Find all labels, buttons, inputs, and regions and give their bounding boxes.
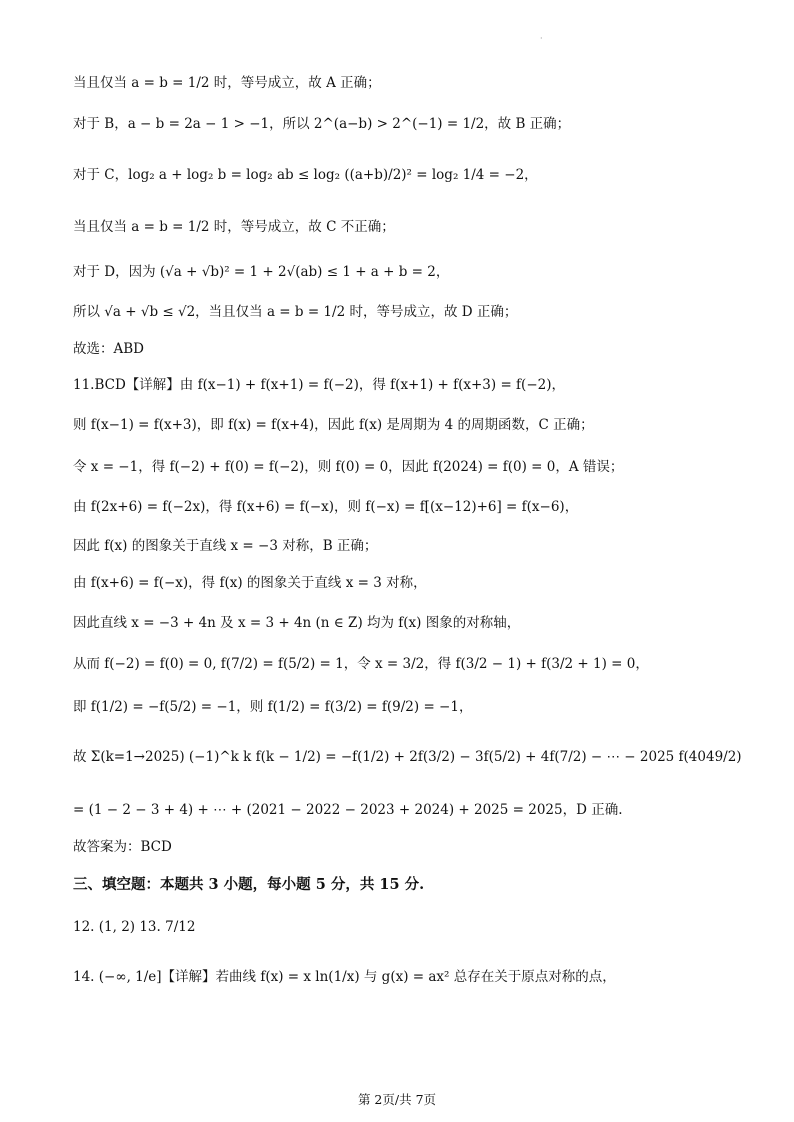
text-line: 故 Σ(k=1→2025) (−1)^k k f(k − 1/2) = −f(1/2) + 2f(3/2) − 3f(5/2) + 4f(7/2) − ⋯ − 2025 f(4049/2) [73,749,742,765]
text-line: 12. (1, 2) 13. 7/12 [73,919,196,935]
text-line: 因此直线 x = −3 + 4n 及 x = 3 + 4n (n ∈ Z) 均为 f(x) 图象的对称轴， [73,615,521,631]
scan-dot: · [540,34,543,43]
text-line: 令 x = −1，得 f(−2) + f(0) = f(−2)，则 f(0) = 0，因此 f(2024) = f(0) = 0，A 错误； [73,459,624,475]
text-line: 由 f(x+6) = f(−x)，得 f(x) 的图象关于直线 x = 3 对称， [73,575,427,591]
text-line: 对于 C，log₂ a + log₂ b = log₂ ab ≤ log₂ ((a+b)/2)² = log₂ 1/4 = −2， [73,167,538,183]
text-line: 当且仅当 a = b = 1/2 时，等号成立，故 C 不正确； [73,219,395,235]
text-line: 所以 √a + √b ≤ √2，当且仅当 a = b = 1/2 时，等号成立，故 D 正确； [73,304,518,320]
text-line: 14. (−∞, 1/e]【详解】若曲线 f(x) = x ln(1/x) 与 g(x) = ax² 总存在关于原点对称的点， [73,969,616,985]
text-line: 即 f(1/2) = −f(5/2) = −1，则 f(1/2) = f(3/2) = f(9/2) = −1， [73,699,473,715]
text-line: = (1 − 2 − 3 + 4) + ⋯ + (2021 − 2022 − 2023 + 2024) + 2025 = 2025，D 正确. [73,802,623,818]
text-line: 11.BCD【详解】由 f(x−1) + f(x+1) = f(−2)，得 f(x+1) + f(x+3) = f(−2)， [73,377,565,393]
section-heading: 三、填空题：本题共 3 小题，每小题 5 分，共 15 分. [73,876,425,893]
text-line: 对于 D，因为 (√a + √b)² = 1 + 2√(ab) ≤ 1 + a + b = 2， [73,264,450,280]
page-footer: 第 2页/共 7页 [357,1092,437,1107]
text-line: 故答案为：BCD [73,839,172,855]
text-line: 因此 f(x) 的图象关于直线 x = −3 对称，B 正确； [73,538,378,554]
text-line: 由 f(2x+6) = f(−2x)，得 f(x+6) = f(−x)，则 f(−x) = f[(x−12)+6] = f(x−6)， [73,499,579,515]
text-line: 从而 f(−2) = f(0) = 0, f(7/2) = f(5/2) = 1，令 x = 3/2，得 f(3/2 − 1) + f(3/2 + 1) = 0， [73,656,649,672]
text-line: 当且仅当 a = b = 1/2 时，等号成立，故 A 正确； [73,75,381,91]
text-line: 对于 B，a − b = 2a − 1 > −1，所以 2^(a−b) > 2^(−1) = 1/2，故 B 正确； [73,116,571,132]
text-line: 则 f(x−1) = f(x+3)，即 f(x) = f(x+4)，因此 f(x) 是周期为 4 的周期函数，C 正确； [73,417,594,433]
text-line: 故选：ABD [73,341,144,357]
